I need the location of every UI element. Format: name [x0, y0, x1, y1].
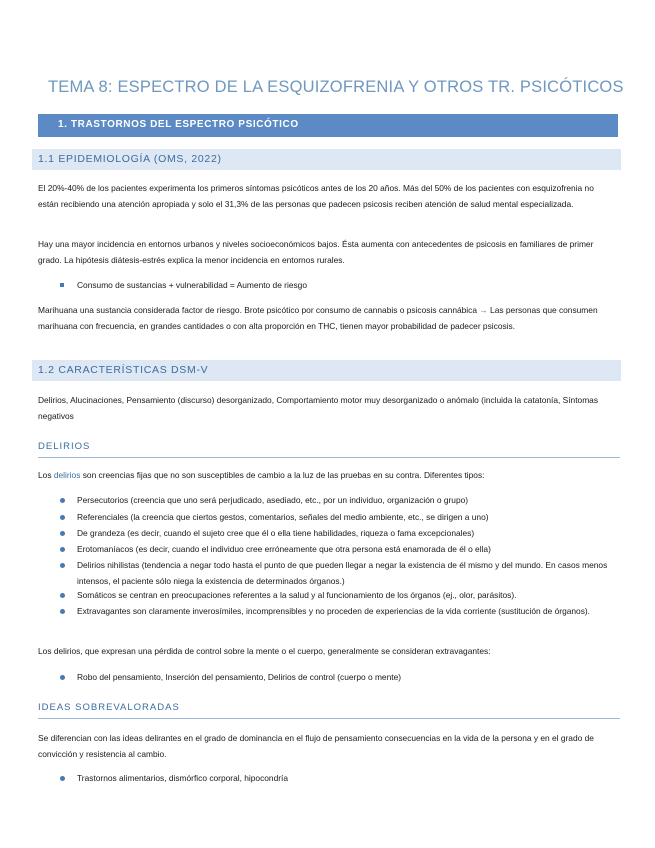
heading-delirios [38, 439, 620, 458]
paragraph [38, 468, 616, 484]
paragraph: El 20%-40% de los pacientes experimenta los primeros síntomas psicóticos antes de los 20 años. Más del 50% de los pacientes con esquizofrenia no están recibiendo una atención apropiada y solo el 31,3% de las personas que padecen psicosis reciben atención de salud mental especializada. [38, 183, 594, 209]
subsection-header-caracteristicas [32, 360, 621, 381]
list-item [77, 493, 617, 509]
paragraph: Los delirios, que expresan una pérdida de control sobre la mente o el cuerpo, generalmente se consideran extravagantes: [38, 646, 491, 656]
list-item-text: Somáticos se centran en preocupaciones referentes a la salud y al funcionamiento de los órganos (ej., olor, parásitos). [77, 590, 517, 600]
list-item [77, 510, 617, 526]
list-item-text: Erotomaníacos (es decir, cuando el individuo cree erróneamente que otra persona está enamorada de él o ella) [77, 544, 491, 554]
paragraph: Delirios, Alucinaciones, Pensamiento (discurso) desorganizado, Comportamiento motor muy desorganizado o anómalo (incluida la catatonía, Síntomas negativos [38, 395, 599, 421]
bullet-icon [60, 531, 65, 536]
paragraph-text: Los [38, 470, 52, 480]
bullet-icon [60, 593, 65, 598]
section-header-label: 1. TRASTORNOS DEL ESPECTRO PSICÓTICO [58, 119, 299, 130]
heading-label: DELIRIOS [38, 441, 91, 452]
list-item-text: Robo del pensamiento, Inserción del pensamiento, Delirios de control (cuerpo o mente) [77, 672, 402, 682]
list-item [77, 558, 617, 589]
subsection-header-epidemiologia [32, 149, 621, 170]
list-item-text: Extravagantes son claramente inverosímiles, incomprensibles y no proceden de experiencias de la vida corriente (sustitución de órganos). [77, 606, 591, 616]
heading-label: IDEAS SOBREVALORADAS [38, 702, 180, 713]
square-bullet-icon [60, 283, 64, 287]
list-item [77, 588, 617, 604]
list-item [77, 604, 617, 620]
list-item-text: Persecutorios (creencia que uno será perjudicado, asediado, etc., por un individuo, organización o grupo) [77, 495, 469, 505]
list-item-text: Referenciales (la creencia que ciertos gestos, comentarios, señales del medio ambiente, etc., se dirigen a uno) [77, 512, 489, 522]
paragraph-text: Las personas que consumen marihuana con frecuencia, en grandes cantidades o con alta proporción en THC, tienen mayor probabilidad de padecer psicosis. [38, 305, 598, 331]
list-item [77, 670, 617, 686]
arrow-right-icon: → [479, 305, 488, 315]
heading-ideas-sobrevaloradas [38, 700, 620, 719]
bullet-icon [60, 498, 65, 503]
list-item [77, 771, 617, 787]
document-title: TEMA 8: ESPECTRO DE LA ESQUIZOFRENIA Y OTROS TR. PSICÓTICOS [48, 78, 624, 96]
list-item [77, 542, 617, 558]
bullet-icon [60, 776, 65, 781]
delirios-link[interactable]: delirios [53, 470, 81, 480]
list-item-text: Delirios nihilistas (tendencia a negar todo hasta el punto de que pueden llegar a negar la existencia de él mismo y del mundo. En casos menos intensos, el paciente sólo niega la existencia de determinados órganos.) [77, 560, 608, 586]
list-item-text: Consumo de sustancias + vulnerabilidad = Aumento de riesgo [77, 280, 307, 290]
paragraph-text: Marihuana una sustancia considerada factor de riesgo. Brote psicótico por consumo de cannabis o psicosis cannábica [38, 305, 478, 315]
bullet-icon [60, 515, 65, 520]
bullet-icon [60, 563, 65, 568]
paragraph: Hay una mayor incidencia en entornos urbanos y niveles socioeconómicos bajos. Ésta aumenta con antecedentes de psicosis en familiares de primer grado. La hipótesis diátesis-estrés explica la menor incidencia en entornos rurales. [38, 239, 594, 265]
list-item [77, 278, 617, 294]
section-header [38, 114, 618, 137]
subsection-header-label: 1.1 EPIDEMIOLOGÍA (OMS, 2022) [38, 153, 222, 165]
bullet-icon [60, 547, 65, 552]
subsection-header-label: 1.2 CARACTERÍSTICAS DSM-V [38, 364, 209, 376]
paragraph-text: son creencias fijas que no son susceptibles de cambio a la luz de las pruebas en su contra. Diferentes tipos: [82, 470, 485, 480]
paragraph [38, 303, 616, 334]
list-item-text: Trastornos alimentarios, dismórfico corporal, hipocondría [77, 773, 289, 783]
paragraph: Se diferencian con las ideas delirantes en el grado de dominancia en el flujo de pensamiento consecuencias en la vida de la persona y en el grado de convicción y resistencia al cambio. [38, 733, 594, 759]
list-item [77, 526, 617, 542]
bullet-icon [60, 609, 65, 614]
list-item-text: De grandeza (es decir, cuando el sujeto cree que él o ella tiene habilidades, riqueza o fama excepcionales) [77, 528, 475, 538]
bullet-icon [60, 675, 65, 680]
